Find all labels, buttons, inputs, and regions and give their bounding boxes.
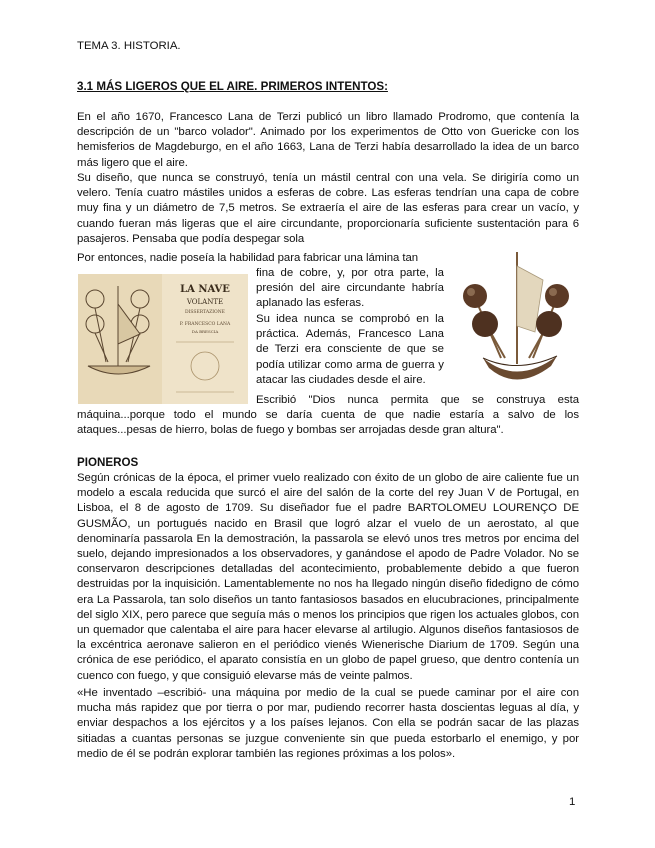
wooden-ship-model-photo (453, 246, 579, 392)
section1-paragraph-3-wrapped: fina de cobre, y, por otra parte, la presión del aire circundante habría aplanado las esferas. (256, 267, 444, 310)
section2-paragraph-2: «He inventado –escribió- una máquina por medio de la cual se puede caminar por el aire con mucha más rapidez que por tierra o por mar, pudiendo recorrer hasta doscientas leguas al día, y enviar despachos a los ejércitos y a los países lejanos. Con ella se podrán sacar de las plazas sitiadas a cuantas personas se juzgue conveniente sin que pueda estorbarlo el enemigo, y por medio de él se podrán explorar también las regiones próximas a los polos». (77, 687, 579, 760)
section-title-lighter-than-air: 3.1 MÁS LIGEROS QUE EL AIRE. PRIMEROS INTENTOS: (77, 80, 388, 93)
section1-paragraph-2: Su diseño, que nunca se construyó, tenía un mástil central con una vela. Se dirigiría como un velero. Tenía cuatro mástiles unidos a esferas de cobre. Las esferas tendrían una capa de cobre muy fina y un diámetro de 7,5 metros. Se extraería el aire de las esferas para crear un vacío, y cuando fueran más ligeras que el aire circundante, proporcionaría suficiente sustentación para 6 pasajeros. Pensaba que podía despegar sola (77, 172, 579, 245)
page-number: 1 (569, 796, 576, 808)
section1-paragraph-4-wrapped: Su idea nunca se comprobó en la práctica. Además, Francesco Lana de Terzi era consciente de que se podía utilizar como arma de guerra y atacar las ciudades desde el aire. (256, 313, 444, 386)
book-title-line-2: VOLANTE (186, 298, 224, 306)
book-author: P. FRANCESCO LANA (179, 322, 231, 327)
book-place: DA BRESCIA (191, 329, 219, 334)
section2-paragraph-1: Según crónicas de la época, el primer vuelo realizado con éxito de un globo de aire caliente fue un modelo a escala reducida que surcó el aire del salón de la corte del rey Juan V de Portugal, en Lisboa, el 8 de agosto de 1709. Su diseñador fue el padre BARTOLOMEU LOURENÇO DE GUSMÃO, un portugués nacido en Brasil que logró alzar el vuelo de un aerostato, al que denominaría passarola En la demostración, la passarola se elevó unos tres metros por encima del suelo, dejando impresionados a los observadores, y ganándose el apodo de Padre Volador. No se conservaron descripciones detalladas del acontecimiento, probablemente debido a que fueron destruidas por la inquisición. Lamentablemente no nos ha llegado ningún diseño fidedigno de cómo era La Passarola, tan solo diseños un tanto fantasiosos basados en elucubraciones, principalmente del siglo XIX, pero parece que seguía más o menos los principios que rigen los actuales globos, con un quemador que calentaba el aire para hacer elevarse al artilugio. Algunos diseños fantasiosos de la excéntrica aeronave salieron en el periódico vienés Wienerische Diarium de 1709. Según una crónica de ese periódico, el aparato consistía en un globo de papel grueso, que dentro contenía un cuenco con fuego, y que consiguió elevarse más de veinte palmos. (77, 472, 579, 682)
section1-paragraph-5-first-line: Escribió "Dios nunca permita que se construya esta (256, 394, 579, 406)
section-title-pioneers: PIONEROS (77, 456, 139, 469)
flying-ship-book-illustration (78, 274, 248, 404)
book-subtitle: DISSERTAZIONE (185, 310, 225, 315)
section1-paragraph-1: En el año 1670, Francesco Lana de Terzi publicó un libro llamado Prodromo, que contenía la descripción de un "barco volador". Animado por los experimentos de Otto von Guericke con los hemisferios de Magdeburgo, en el año 1663, Lana de Terzi había desarrollado la idea de un barco más ligero que el aire. (77, 111, 579, 169)
document-header: TEMA 3. HISTORIA. (77, 40, 181, 52)
book-title-line-1: LA NAVE (180, 284, 230, 295)
section1-paragraph-5-rest: máquina...porque todo el mundo se daría cuenta de que nadie estaría a salvo de los ataques...pesas de hierro, bolas de fuego y bombas ser arrojadas desde gran altura". (77, 409, 579, 437)
section1-paragraph-3-first-line: Por entonces, nadie poseía la habilidad para fabricar una lámina tan (77, 252, 419, 264)
